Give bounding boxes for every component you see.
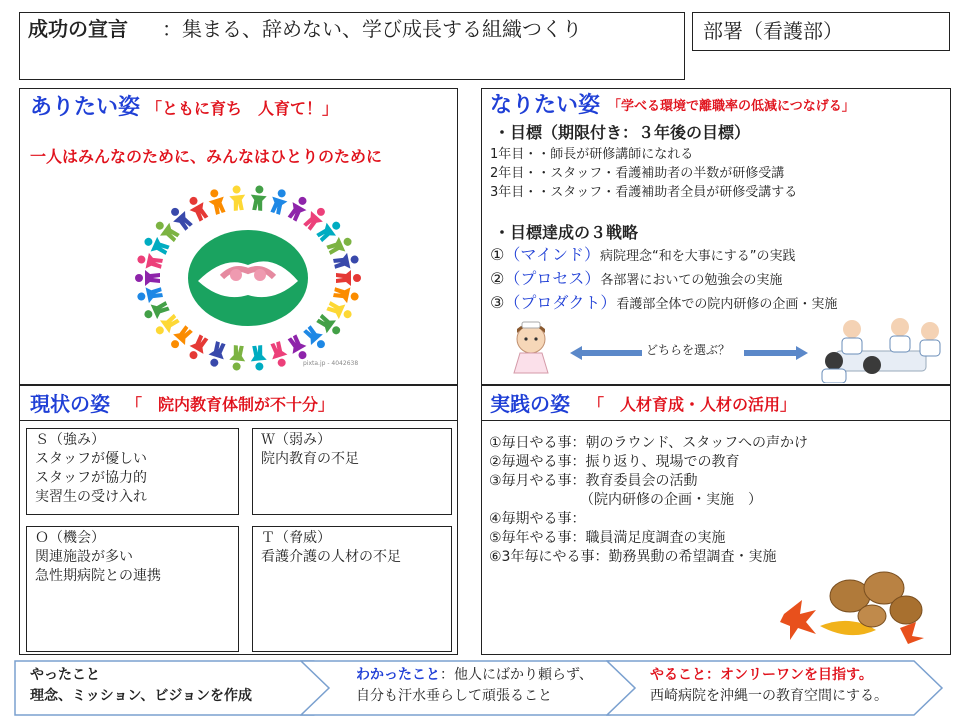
image-credit: pixta.jp - 4042638 xyxy=(303,360,359,367)
footer-done-text: 理念、ミッション、ビジョンを作成 xyxy=(30,688,253,704)
vision-heading: なりたい姿 xyxy=(490,93,601,118)
practice-item-triennial: ⑥3年毎にやる事：勤務異動の希望調査・実施 xyxy=(489,549,777,565)
ideal-state-subheading: 「ともに育ち 人育て！」 xyxy=(146,99,339,118)
footer-done-label: やったこと xyxy=(30,667,100,683)
vision-box xyxy=(481,88,951,385)
practice-item-monthly: ③毎月やる事：教育委員会の活動 xyxy=(489,473,698,489)
strategy-product-num: ③ xyxy=(490,293,505,312)
people-circle-illustration xyxy=(124,185,364,375)
person-figure xyxy=(228,185,247,211)
arrow-right-icon xyxy=(744,345,808,361)
department-label: 部署（看護部） xyxy=(703,19,843,43)
goal-year-3: 3年目・・スタッフ・看護補助者全員が研修受講する xyxy=(490,185,798,200)
swot-weaknesses-title: Ｗ（弱み） xyxy=(261,432,331,448)
swot-opportunities-title: Ｏ（機会） xyxy=(35,530,105,546)
footer-todo-text: 西崎病院を沖縄一の教育空間にする。 xyxy=(650,688,888,704)
swot-strengths xyxy=(26,428,239,515)
choose-label: どちらを選ぶ？ xyxy=(646,343,731,357)
person-figure xyxy=(325,298,354,323)
person-figure xyxy=(332,284,360,305)
footer-learned-line1 xyxy=(356,667,593,684)
practice-item-monthly-detail: （院内研修の企画・実施 ） xyxy=(489,492,762,508)
strategy-mind xyxy=(490,245,796,265)
strategy-product xyxy=(490,293,837,313)
current-state-divider xyxy=(19,420,458,421)
practice-list xyxy=(489,434,808,567)
strategy-product-key: （プロダクト） xyxy=(504,293,617,312)
practice-divider xyxy=(481,420,951,421)
strategy-process-num: ② xyxy=(490,269,505,288)
swot-weaknesses-item: 院内教育の不足 xyxy=(261,451,359,467)
person-figure xyxy=(268,187,291,216)
practice-item-weekly: ②毎週やる事：振り返り、現場での教育 xyxy=(489,454,740,470)
person-figure xyxy=(205,340,228,369)
person-figure xyxy=(185,333,211,363)
declaration-label: 成功の宣言 xyxy=(28,17,128,41)
footer-learned-label: わかったこと xyxy=(356,667,440,683)
person-figure xyxy=(249,345,268,372)
strategy-title: ・目標達成の３戦略 xyxy=(494,223,639,242)
footer-todo-label: やること：オンリーワンを目指す。 xyxy=(650,667,873,683)
practice-item-daily: ①毎日やる事：朝のラウンド、スタッフへの声かけ xyxy=(489,435,809,451)
person-figure xyxy=(142,233,171,258)
practice-subheading: 「 人材育成・人材の活用」 xyxy=(588,395,797,414)
swot-opportunities-item: 急性期病院との連携 xyxy=(35,568,161,584)
person-figure xyxy=(228,345,247,372)
person-figure xyxy=(285,193,311,223)
swot-strengths-item: スタッフが優しい xyxy=(35,451,147,467)
ideal-state-box xyxy=(19,88,458,385)
ideal-state-heading: ありたい姿 xyxy=(30,95,141,120)
strategy-process-key: （プロセス） xyxy=(504,269,601,288)
swot-threats-item: 看護介護の人材の不足 xyxy=(261,549,401,565)
person-figure xyxy=(285,333,311,363)
practice-item-yearly: ⑤毎年やる事：職員満足度調査の実施 xyxy=(489,530,726,546)
person-figure xyxy=(249,185,268,211)
person-figure xyxy=(205,187,228,216)
strategy-mind-num: ① xyxy=(490,245,505,264)
swot-opportunities xyxy=(26,526,239,652)
strategy-product-desc: 看護部全体での院内研修の企画・実施 xyxy=(616,297,838,312)
ideal-state-motto: 一人はみんなのために、みんなはひとりのために xyxy=(30,147,383,166)
strategy-mind-desc: 病院理念“和を大事にする”の実践 xyxy=(600,249,796,264)
swot-weaknesses xyxy=(252,428,452,515)
strategy-process xyxy=(490,269,782,289)
person-figure xyxy=(136,284,164,305)
declaration-box xyxy=(19,12,685,80)
practice-item-term: ④毎期やる事： xyxy=(489,511,586,527)
person-figure xyxy=(332,251,360,272)
practice-heading: 実践の姿 xyxy=(490,392,570,416)
goal-year-2: 2年目・・スタッフ・看護補助者の半数が研修受講 xyxy=(490,166,785,181)
person-figure xyxy=(136,251,164,272)
person-figure xyxy=(336,270,361,286)
person-figure xyxy=(185,193,211,223)
person-figure xyxy=(142,298,171,323)
person-figure xyxy=(325,233,354,258)
swot-strengths-title: Ｓ（強み） xyxy=(35,432,105,448)
strategy-process-desc: 各部署においての勉強会の実施 xyxy=(600,273,783,288)
swot-strengths-item: スタッフが協力的 xyxy=(35,470,147,486)
person-figure xyxy=(135,270,160,286)
swot-threats xyxy=(252,526,452,652)
current-state-subheading: 「 院内教育体制が不十分」 xyxy=(126,395,335,414)
footer-learned-text1: ：他人にばかり頼らず、 xyxy=(440,667,593,683)
footer-learned-text2: 自分も汗水垂らして頑張ること xyxy=(356,688,552,704)
autumn-leaves-illustration xyxy=(780,570,930,646)
vision-subheading: 「学べる環境で離職率の低減につなげる」 xyxy=(608,99,855,114)
strategy-mind-key: （マインド） xyxy=(504,245,601,264)
swot-threats-title: Ｔ（脅威） xyxy=(261,530,331,546)
arrow-left-icon xyxy=(570,345,642,361)
current-state-heading: 現状の姿 xyxy=(30,392,110,416)
goal-year-1: 1年目・・師長が研修講師になれる xyxy=(490,147,694,162)
department-box xyxy=(692,12,950,51)
nurse-illustration xyxy=(500,319,562,377)
swot-opportunities-item: 関連施設が多い xyxy=(35,549,133,565)
declaration-text: ：集まる、辞めない、学び成長する組織つくり xyxy=(162,17,582,41)
goal-title: ・目標（期限付き：３年後の目標） xyxy=(494,123,751,142)
swot-strengths-item: 実習生の受け入れ xyxy=(35,489,147,505)
person-figure xyxy=(268,340,291,369)
staff-meeting-illustration xyxy=(812,317,950,383)
